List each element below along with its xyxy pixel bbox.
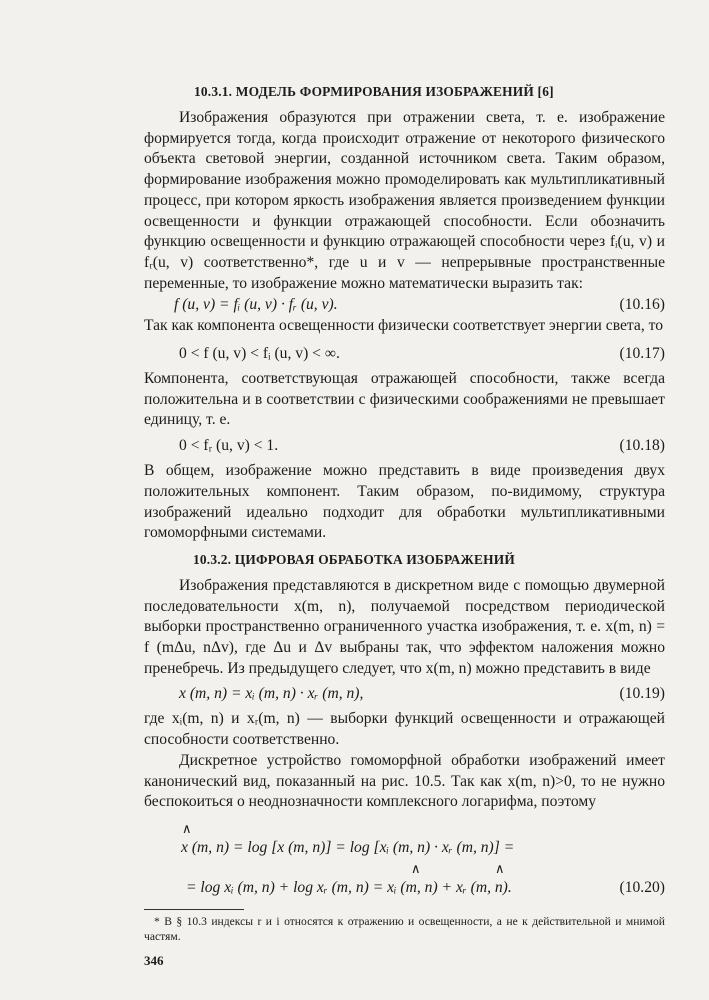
section-heading-1: 10.3.1. МОДЕЛЬ ФОРМИРОВАНИЯ ИЗОБРАЖЕНИЙ [6] [194,84,554,99]
paragraph: Изображения образуются при отражении света, т. е. изображение формируется тогда, когда происходит отражение от некоторого физического объекта световой энергии, созданной источником света. Таким образом, формирование изображения можно промоделировать как мультипликативный процесс, при котором яркость изображения является произведением функции освещенности и функции отражающей способности. Если обозначить функцию освещенности и функцию отражающей способности через fᵢ(u, v) и fᵣ(u, v) соответственно*, где u и v — непрерывные пространственные переменные, то изображение можно математически выразить так: [144,109,665,292]
hat-accent-line [144,819,665,837]
equation-10-16 [144,294,665,316]
hat-accent-line [144,859,665,877]
equation-number: (10.19) [619,685,665,703]
equation-expression: f (u, v) = fᵢ (u, v) · fᵣ (u, v). [174,296,338,314]
equation-10-17 [144,343,665,365]
section-heading-2: 10.3.2. ЦИФРОВАЯ ОБРАБОТКА ИЗОБРАЖЕНИЙ [193,551,515,567]
equation-10-20-line-2 [144,877,665,899]
footnote-divider [144,909,244,910]
hat-accent: ∧ [411,860,421,876]
paragraph: Так как компонента освещенности физически соответствует энергии света, то [144,317,664,335]
equation-number: (10.17) [619,345,665,363]
equation-expression: x (m, n) = log [x (m, n)] = log [xᵢ (m, n) · xᵣ (m, n)] = [181,838,515,856]
paragraph: Дискретное устройство гомоморфной обработки изображений имеет канонический вид, показанный на рис. 10.5. Так как x(m, n)>0, то не нужно беспокоиться о неоднозначности комплексного логарифма, поэтому [144,751,665,811]
equation-number: (10.16) [619,296,665,314]
equation-expression: x (m, n) = xᵢ (m, n) · xᵣ (m, n), [179,685,364,703]
footnote: * В § 10.3 индексы r и i относятся к отражению и освещенности, а не к действительной и мнимой частям. [144,914,665,943]
equation-expression: = log xᵢ (m, n) + log xᵣ (m, n) = xᵢ (m, n) + xᵣ (m, n). [186,878,512,896]
equation-expression: 0 < f (u, v) < fᵢ (u, v) < ∞. [179,345,340,363]
paragraph: Компонента, соответствующая отражающей способности, также всегда положительна и в соответствии с физическими соображениями не превышает единицу, т. е. [144,370,665,429]
equation-10-19 [144,683,665,705]
paragraph: В общем, изображение можно представить в виде произведения двух положительных компонент. Таким образом, по-видимому, структура изображений идеально подходит для обработки мультипликативными гомоморфными системами. [144,462,665,542]
page-number: 346 [144,952,164,968]
equation-expression: 0 < fᵣ (u, v) < 1. [179,437,279,455]
hat-accent: ∧ [182,820,192,836]
equation-number: (10.20) [619,878,665,896]
equation-10-18 [144,435,665,457]
hat-accent: ∧ [495,860,505,876]
paragraph: где xᵢ(m, n) и xᵣ(m, n) — выборки функций освещенности и отражающей способности соответственно. [144,710,665,749]
paragraph: Изображения представляются в дискретном виде с помощью двумерной последовательности x(m, n), получаемой посредством периодической выборки пространственно ограниченного участка изображения, т. е. x(m, n) = f (mΔu, nΔv), где Δu и Δv выбраны так, что эффектом наложения можно пренебречь. Из предыдущего следует, что x(m, n) можно представить в виде [144,576,665,677]
equation-10-20-line-1 [144,837,665,859]
equation-number: (10.18) [619,437,665,455]
